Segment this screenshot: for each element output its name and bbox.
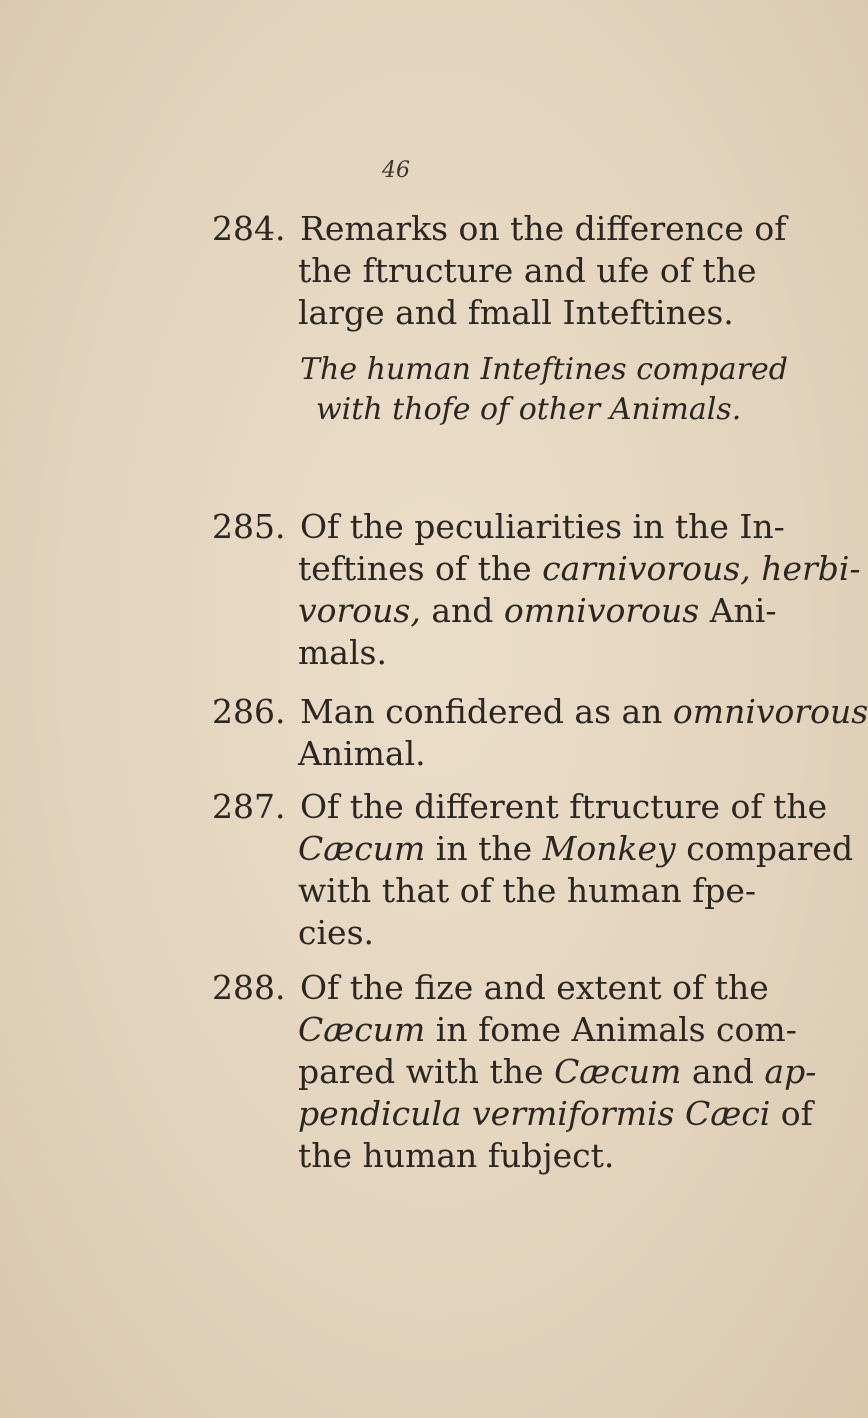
text: with that of the human fpe- — [298, 871, 757, 910]
entry-285 — [212, 506, 861, 674]
text: Ani- — [699, 591, 777, 630]
italic-text: Cæcum — [554, 1052, 682, 1091]
entry-286 — [212, 691, 868, 775]
italic-text: omnivorous — [503, 591, 700, 630]
text: teftines of the — [298, 549, 543, 588]
entry-288 — [212, 967, 817, 1177]
italic-text: carnivorous, herbi- — [542, 549, 861, 588]
entry-284 — [212, 208, 787, 334]
text: and — [681, 1052, 765, 1091]
section-heading — [300, 350, 788, 430]
text: pared with the — [298, 1052, 555, 1091]
text: the ftructure and ufe of the — [298, 251, 757, 290]
entry-line — [212, 632, 782, 674]
italic-text: Cæcum — [298, 1010, 426, 1049]
text: in the — [425, 829, 543, 868]
section-heading-line-1: The human Inteftines compared — [300, 352, 788, 387]
text: the human fubject. — [298, 1136, 615, 1175]
entry-number: 286. — [212, 692, 286, 731]
italic-text: pendicula vermiformis Cæci — [298, 1094, 771, 1133]
entry-number: 287. — [212, 787, 286, 826]
entry-line — [212, 870, 782, 912]
text: Remarks on the difference of — [300, 209, 787, 248]
entry-line — [212, 1135, 782, 1177]
entry-line — [212, 208, 787, 250]
entry-line — [212, 828, 854, 870]
entry-line — [212, 691, 868, 733]
text: Animal. — [298, 734, 426, 773]
text: Of the different ftructure of the — [300, 787, 828, 826]
entry-line — [212, 590, 782, 632]
text: cies. — [298, 913, 374, 952]
entry-line — [212, 1051, 817, 1093]
entry-line — [212, 1009, 797, 1051]
entry-line — [212, 786, 828, 828]
text: and — [420, 591, 504, 630]
entry-number: 284. — [212, 209, 286, 248]
italic-text: ap- — [764, 1052, 817, 1091]
entry-287 — [212, 786, 854, 954]
entry-number: 288. — [212, 968, 286, 1007]
italic-text: omnivorous — [672, 692, 868, 731]
entry-line — [212, 506, 785, 548]
entry-number: 285. — [212, 507, 286, 546]
entry-line — [212, 733, 782, 775]
text: large and fmall Inteftines. — [298, 293, 734, 332]
page-number: 46 — [382, 158, 410, 183]
text: in fome Animals com- — [425, 1010, 797, 1049]
entry-line — [212, 250, 782, 292]
entry-line — [212, 912, 782, 954]
italic-text: vorous, — [298, 591, 421, 630]
text: mals. — [298, 633, 387, 672]
italic-text: Monkey — [542, 829, 676, 868]
text: of — [770, 1094, 813, 1133]
section-heading-line-2: with thofe of other Animals. — [316, 392, 742, 427]
entry-line — [212, 292, 782, 334]
entry-line — [212, 1093, 813, 1135]
italic-text: Cæcum — [298, 829, 426, 868]
text: Of the fize and extent of the — [300, 968, 769, 1007]
entry-line — [212, 967, 782, 1009]
entry-line — [212, 548, 861, 590]
text: compared — [675, 829, 854, 868]
text: Man confidered as an — [300, 692, 673, 731]
text: Of the peculiarities in the In- — [300, 507, 785, 546]
